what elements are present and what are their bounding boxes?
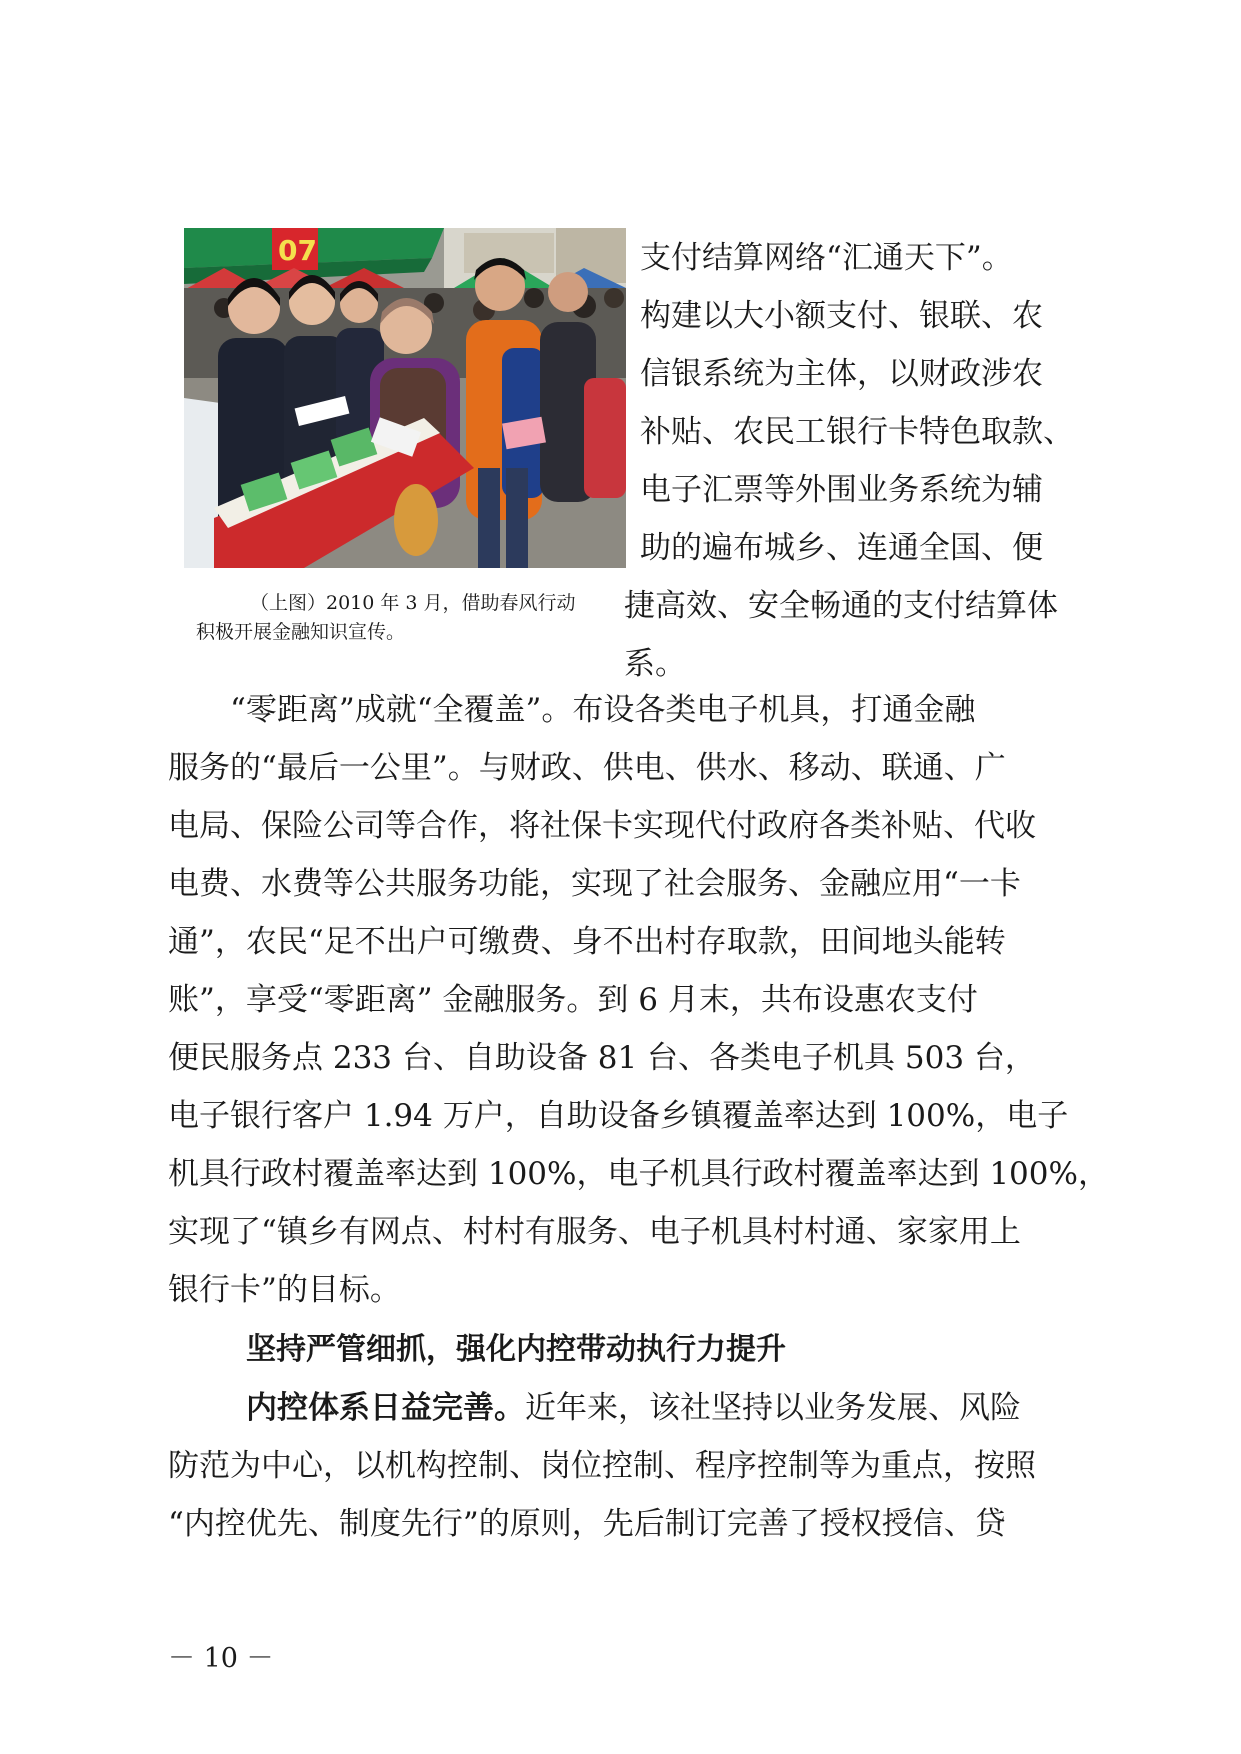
text-line: 助的遍布城乡、连通全国、便: [640, 530, 1043, 566]
text-line: “零距离”成就“全覆盖”。布设各类电子机具，打通金融: [230, 692, 976, 728]
text-line: 电子汇票等外围业务系统为辅: [640, 472, 1043, 508]
text-line: “内控优先、制度先行”的原则，先后制订完善了授权授信、贷: [168, 1506, 1006, 1542]
text-line: 便民服务点 233 台、自助设备 81 台、各类电子机具 503 台，: [168, 1040, 1036, 1076]
text-line: 系。: [624, 646, 686, 682]
text-line: 防范为中心，以机构控制、岗位控制、程序控制等为重点，按照: [168, 1448, 1036, 1484]
body-paragraph: [168, 681, 1109, 1319]
text-line: 补贴、农民工银行卡特色取款、: [640, 414, 1074, 450]
text-line: 机具行政村覆盖率达到 100%，电子机具行政村覆盖率达到 100%，: [168, 1156, 1109, 1192]
page-number: － 10 －: [168, 1643, 274, 1674]
event-photo: [184, 228, 626, 568]
text-line: 银行卡”的目标。: [168, 1272, 401, 1308]
text-line: 电局、保险公司等合作，将社保卡实现代付政府各类补贴、代收: [168, 808, 1036, 844]
section-heading: 坚持严管细抓，强化内控带动执行力提升: [246, 1332, 786, 1367]
text-line: 信银系统为主体，以财政涉农: [640, 356, 1043, 392]
text-line: 捷高效、安全畅通的支付结算体: [624, 588, 1058, 624]
text-line: 实现了“镇乡有网点、村村有服务、电子机具村村通、家家用上: [168, 1214, 1021, 1250]
wrap-paragraph: [624, 229, 1100, 693]
text-line: 通”，农民“足不出户可缴费、身不出村存取款，田间地头能转: [168, 924, 1006, 960]
caption-line: （上图）2010 年 3 月，借助春风行动: [250, 592, 576, 614]
paragraph-lead: 内控体系日益完善。: [246, 1390, 525, 1426]
text-line: 构建以大小额支付、银联、农: [640, 298, 1043, 334]
text-line: 支付结算网络“汇通天下”。: [640, 240, 1013, 276]
text-line: 账”，享受“零距离” 金融服务。到 6 月末，共布设惠农支付: [168, 982, 978, 1018]
photo-caption: [196, 589, 626, 647]
text-line: 电子银行客户 1.94 万户，自助设备乡镇覆盖率达到 100%，电子: [168, 1098, 1069, 1134]
text-line: [168, 1379, 1093, 1437]
text-run: 近年来，该社坚持以业务发展、风险: [525, 1390, 1021, 1426]
text-line: 服务的“最后一公里”。与财政、供电、供水、移动、联通、广: [168, 750, 1006, 786]
section-block: [168, 1321, 1093, 1553]
text-line: 电费、水费等公共服务功能，实现了社会服务、金融应用“一卡: [168, 866, 1021, 902]
caption-line: 积极开展金融知识宣传。: [196, 621, 406, 643]
booth-number-label: 07: [278, 234, 317, 267]
